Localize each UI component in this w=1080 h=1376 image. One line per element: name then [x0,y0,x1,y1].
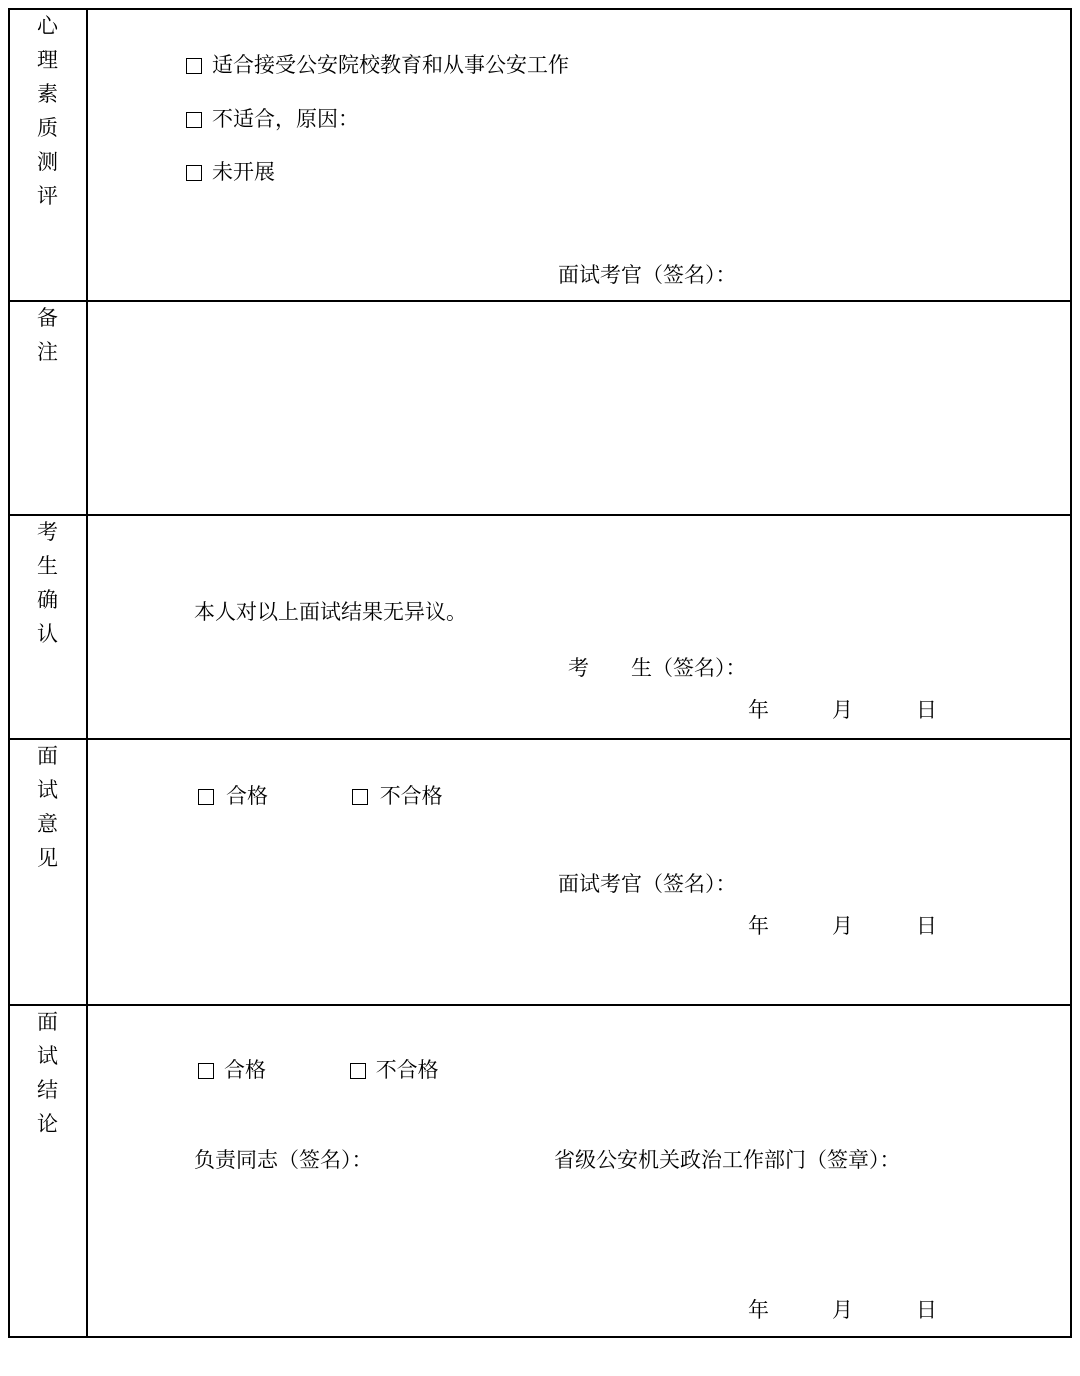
row-label-text [10,10,86,214]
date-year-label: 年 [748,699,769,722]
row-label-char: 考 [37,521,59,544]
date-month-label: 月 [832,699,853,722]
table-row-candidate-confirmation [9,515,1071,739]
checkbox-option-suitable[interactable] [186,50,1070,82]
row-label-char: 生 [37,555,59,578]
checkbox-icon[interactable] [352,789,368,805]
option-label: 适合接受公安院校教育和从事公安工作 [212,54,569,77]
opinion-date-line[interactable] [88,898,1070,940]
row-content-interview-conclusion [87,1005,1071,1337]
conclusion-signature-row [88,1084,1070,1172]
checkbox-option-not-conducted[interactable] [186,157,1070,189]
table-row-psychological-assessment [9,9,1071,301]
row-label-char: 质 [37,117,59,140]
row-content-psychological-assessment [87,9,1071,301]
table-row-remarks [9,301,1071,515]
row-content-interview-opinion [87,739,1071,1005]
confirmation-date-line[interactable] [88,682,1070,724]
responsible-person-signature-line[interactable]: 负责同志（签名）： [194,1149,373,1172]
row-label-char: 测 [37,151,59,174]
row-label-char: 论 [37,1113,59,1136]
interview-opinion-options [88,740,1070,810]
row-label-char: 评 [37,185,59,208]
row-label-text [10,516,86,652]
row-label-char: 素 [37,83,59,106]
candidate-signature-line[interactable]: 考 生（签名）： [568,657,747,680]
row-label-text [10,1006,86,1142]
checkbox-icon[interactable] [198,789,214,805]
row-label-char: 面 [37,745,59,768]
provincial-department-seal-line[interactable]: 省级公安机关政治工作部门（签章）： [554,1149,901,1172]
date-day-label: 日 [916,699,937,722]
checkbox-option-unsuitable[interactable] [186,104,1070,136]
row-label-remarks [9,301,87,515]
row-label-char: 理 [37,49,59,72]
row-label-char: 备 [37,307,59,330]
date-year-label: 年 [748,915,769,938]
checkbox-option-pass[interactable] [198,1059,266,1082]
confirmation-statement: 本人对以上面试结果无异议。 [194,601,467,624]
row-content-remarks[interactable] [87,301,1071,515]
date-day-label: 日 [916,915,937,938]
examiner-signature-line[interactable]: 面试考官（签名）： [558,873,737,896]
checkbox-icon[interactable] [186,58,202,74]
row-label-char: 试 [37,779,59,802]
checkbox-icon[interactable] [198,1063,214,1079]
option-label: 未开展 [212,161,275,184]
row-label-psychological-assessment [9,9,87,301]
checkbox-option-fail[interactable] [350,1059,439,1082]
psychological-options [88,10,1070,189]
examiner-signature-line[interactable]: 面试考官（签名）： [558,263,737,287]
row-label-char: 试 [37,1045,59,1068]
row-label-char: 结 [37,1079,59,1102]
conclusion-options [88,1006,1070,1084]
row-label-text [10,740,86,876]
checkbox-option-fail[interactable] [352,785,443,808]
row-label-char: 注 [37,341,59,364]
checkbox-icon[interactable] [350,1063,366,1079]
option-label: 不合格 [375,1059,439,1082]
row-label-interview-opinion [9,739,87,1005]
date-month-label: 月 [832,915,853,938]
row-label-candidate-confirmation [9,515,87,739]
row-label-char: 认 [37,623,59,646]
option-label: 不适合，原因： [212,107,359,131]
date-year-label: 年 [748,1299,769,1322]
row-label-char: 面 [37,1011,59,1034]
row-label-char: 确 [37,589,59,612]
option-label: 合格 [226,785,268,808]
table-row-interview-opinion [9,739,1071,1005]
row-label-char: 见 [37,847,59,870]
row-content-candidate-confirmation [87,515,1071,739]
option-label: 合格 [224,1059,266,1082]
interview-form-table [8,8,1072,1338]
checkbox-option-pass[interactable] [198,785,268,808]
date-day-label: 日 [916,1299,937,1322]
checkbox-icon[interactable] [186,112,202,128]
table-row-interview-conclusion [9,1005,1071,1337]
row-label-interview-conclusion [9,1005,87,1337]
row-label-text [10,302,86,370]
checkbox-icon[interactable] [186,165,202,181]
row-label-char: 意 [37,813,59,836]
date-month-label: 月 [832,1299,853,1322]
row-label-char: 心 [37,15,59,38]
option-label: 不合格 [379,785,443,808]
document-page [0,8,1080,1376]
